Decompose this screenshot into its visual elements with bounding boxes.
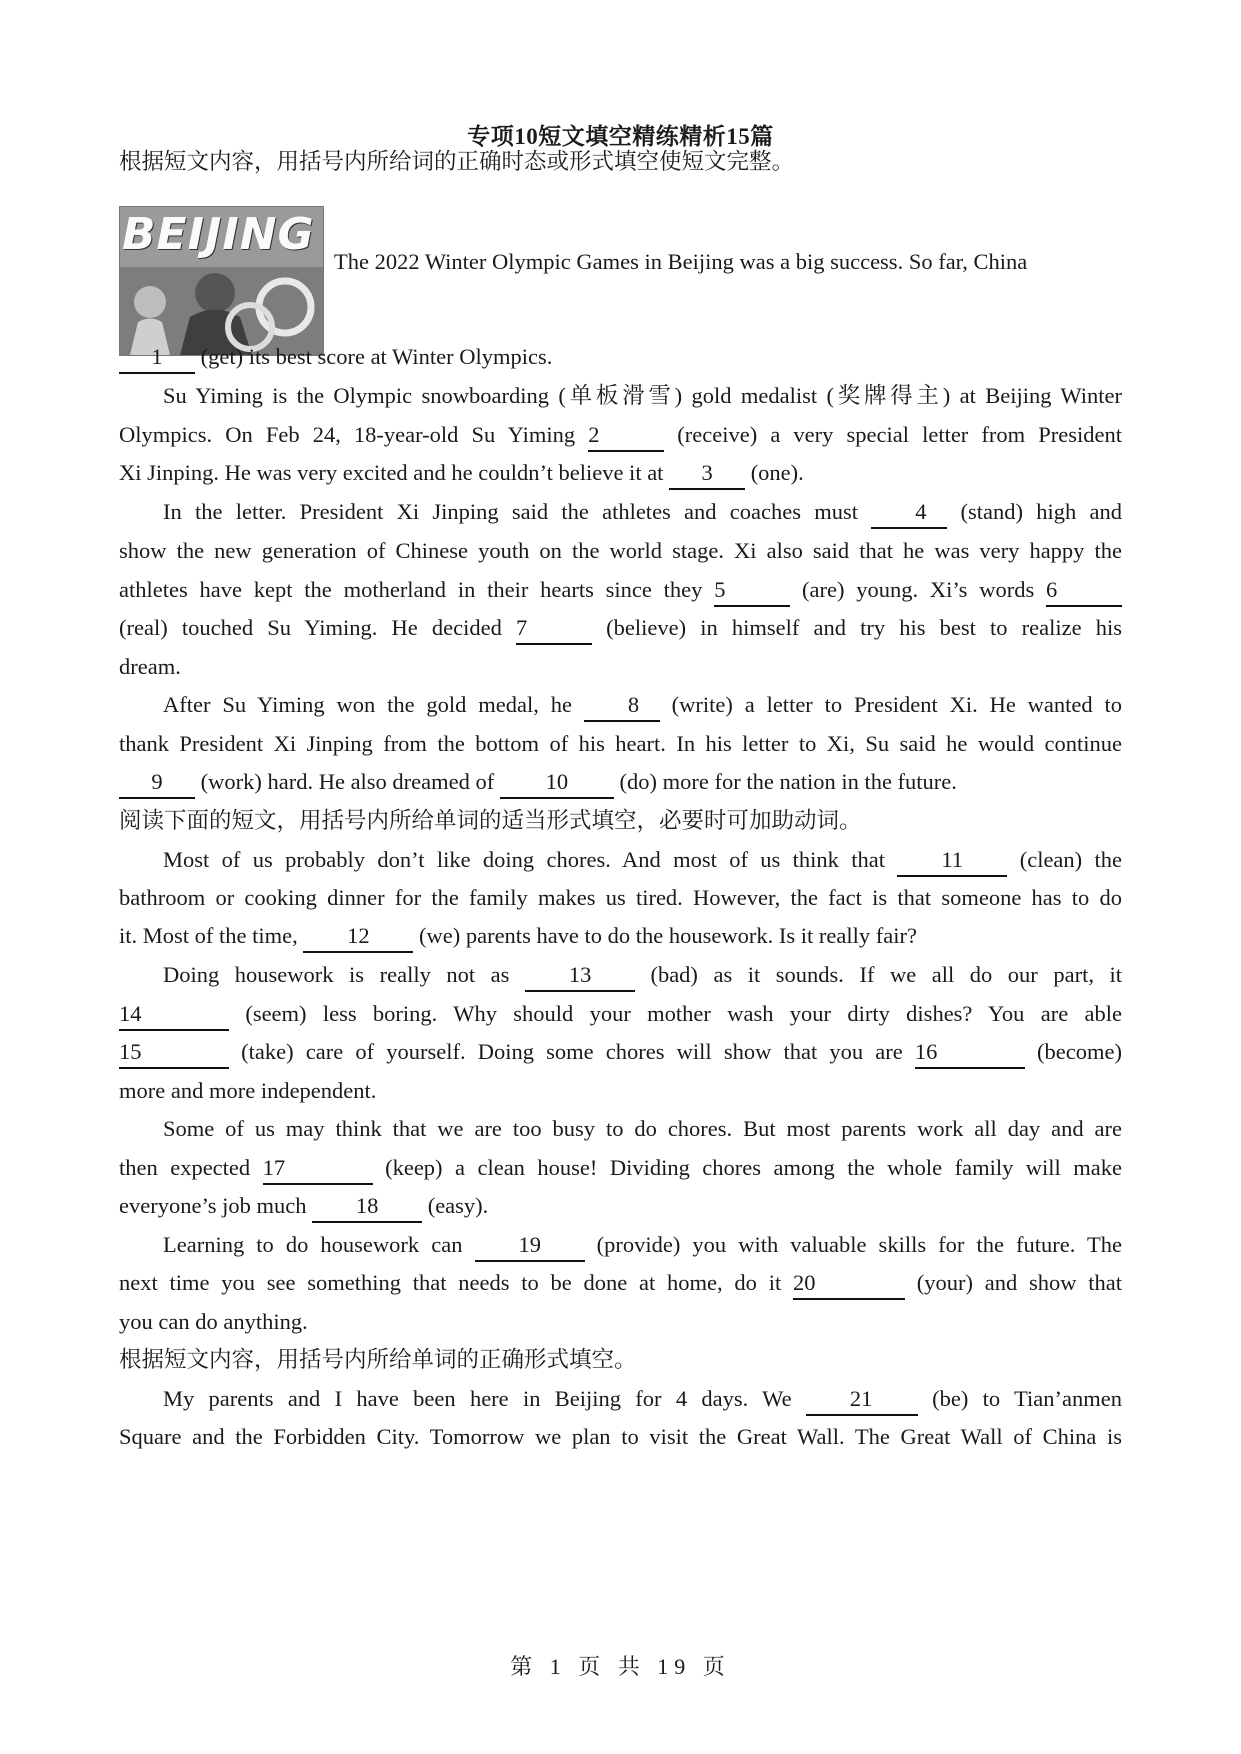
blank-13[interactable]: 13 <box>525 960 635 992</box>
photo-caption: BEIJING <box>122 209 315 260</box>
para8-line3: you can do anything. <box>119 1309 308 1334</box>
para3-line1: In the letter. President Xi Jinping said the athletes and coaches must 4 (stand) high and <box>119 490 1122 533</box>
para3-line3: athletes have kept the motherland in their hearts since they 5 (are) young. Xi’s words 6 <box>119 568 1122 611</box>
blank-7[interactable]: 7 <box>516 613 592 645</box>
page-footer: 第 1 页 共 19 页 <box>510 1654 731 1679</box>
blank-20[interactable]: 20 <box>793 1268 905 1300</box>
beijing-photo <box>119 206 324 356</box>
para1-line2: 1 (get) its best score at Winter Olympics. <box>119 335 1122 378</box>
para4-line2: thank President Xi Jinping from the bottom of his heart. In his letter to Xi, Su said he would continue <box>119 731 1122 756</box>
para6-line4: more and more independent. <box>119 1078 377 1103</box>
para5-line3: it. Most of the time, 12 (we) parents have to do the housework. Is it really fair? <box>119 914 1122 957</box>
blank-3[interactable]: 3 <box>669 458 745 490</box>
blank-4[interactable]: 4 <box>871 497 947 529</box>
page-title: 专项10短文填空精练精析15篇 <box>467 124 774 149</box>
para2-line1: Su Yiming is the Olympic snowboarding (单板滑雪) gold medalist (奖牌得主) at Beijing Winter <box>163 383 1122 408</box>
para4-line1: After Su Yiming won the gold medal, he 8 (write) a letter to President Xi. He wanted to <box>119 683 1122 726</box>
blank-6[interactable]: 6 <box>1046 575 1122 607</box>
blank-21[interactable]: 21 <box>806 1384 918 1416</box>
blank-14[interactable]: 14 <box>119 999 229 1031</box>
para9-line1: My parents and I have been here in Beijing for 4 days. We 21 (be) to Tian’anmen <box>119 1377 1122 1420</box>
para9-line2: Square and the Forbidden City. Tomorrow we plan to visit the Great Wall. The Great Wall of China is <box>119 1424 1122 1449</box>
blank-10[interactable]: 10 <box>500 767 614 799</box>
para6-line1: Doing housework is really not as 13 (bad) as it sounds. If we all do our part, it <box>119 953 1122 996</box>
para5-line1: Most of us probably don’t like doing chores. And most of us think that 11 (clean) the <box>119 838 1122 881</box>
para2-line3: Xi Jinping. He was very excited and he couldn’t believe it at 3 (one). <box>119 451 1122 494</box>
instruction-3: 根据短文内容，用括号内所给单词的正确形式填空。 <box>119 1347 637 1372</box>
para3-line2: show the new generation of Chinese youth on the world stage. Xi also said that he was very happy the <box>119 538 1122 563</box>
para7-line3: everyone’s job much 18 (easy). <box>119 1184 1122 1227</box>
instruction-1: 根据短文内容，用括号内所给词的正确时态或形式填空使短文完整。 <box>119 149 795 174</box>
blank-8[interactable]: 8 <box>584 690 660 722</box>
para6-line2: 14 (seem) less boring. Why should your mother wash your dirty dishes? You are able <box>119 992 1122 1035</box>
blank-18[interactable]: 18 <box>312 1191 422 1223</box>
para3-line5: dream. <box>119 654 181 679</box>
blank-19[interactable]: 19 <box>475 1230 585 1262</box>
para2-line2: Olympics. On Feb 24, 18-year-old Su Yiming 2 (receive) a very special letter from President <box>119 413 1122 456</box>
blank-5[interactable]: 5 <box>714 575 790 607</box>
para7-line1: Some of us may think that we are too busy to do chores. But most parents work all day and are <box>163 1116 1122 1141</box>
para6-line3: 15 (take) care of yourself. Doing some chores will show that you are 16 (become) <box>119 1030 1122 1073</box>
blank-2[interactable]: 2 <box>588 420 664 452</box>
blank-15[interactable]: 15 <box>119 1037 229 1069</box>
para4-line3: 9 (work) hard. He also dreamed of 10 (do) more for the nation in the future. <box>119 760 1122 803</box>
blank-11[interactable]: 11 <box>897 845 1007 877</box>
para7-line2: then expected 17 (keep) a clean house! Dividing chores among the whole family will make <box>119 1146 1122 1189</box>
para8-line2: next time you see something that needs to be done at home, do it 20 (your) and show that <box>119 1261 1122 1304</box>
para5-line2: bathroom or cooking dinner for the family makes us tired. However, the fact is that someone has to do <box>119 885 1122 910</box>
blank-12[interactable]: 12 <box>303 921 413 953</box>
blank-1[interactable]: 1 <box>119 342 195 374</box>
para3-line4: (real) touched Su Yiming. He decided 7 (believe) in himself and try his best to realize his <box>119 606 1122 649</box>
para1-first-line: The 2022 Winter Olympic Games in Beijing was a big success. So far, China <box>334 249 1028 274</box>
para8-line1: Learning to do housework can 19 (provide) you with valuable skills for the future. The <box>119 1223 1122 1266</box>
blank-16[interactable]: 16 <box>915 1037 1025 1069</box>
instruction-2: 阅读下面的短文，用括号内所给单词的适当形式填空，必要时可加助动词。 <box>119 808 862 833</box>
blank-17[interactable]: 17 <box>263 1153 373 1185</box>
blank-9[interactable]: 9 <box>119 767 195 799</box>
